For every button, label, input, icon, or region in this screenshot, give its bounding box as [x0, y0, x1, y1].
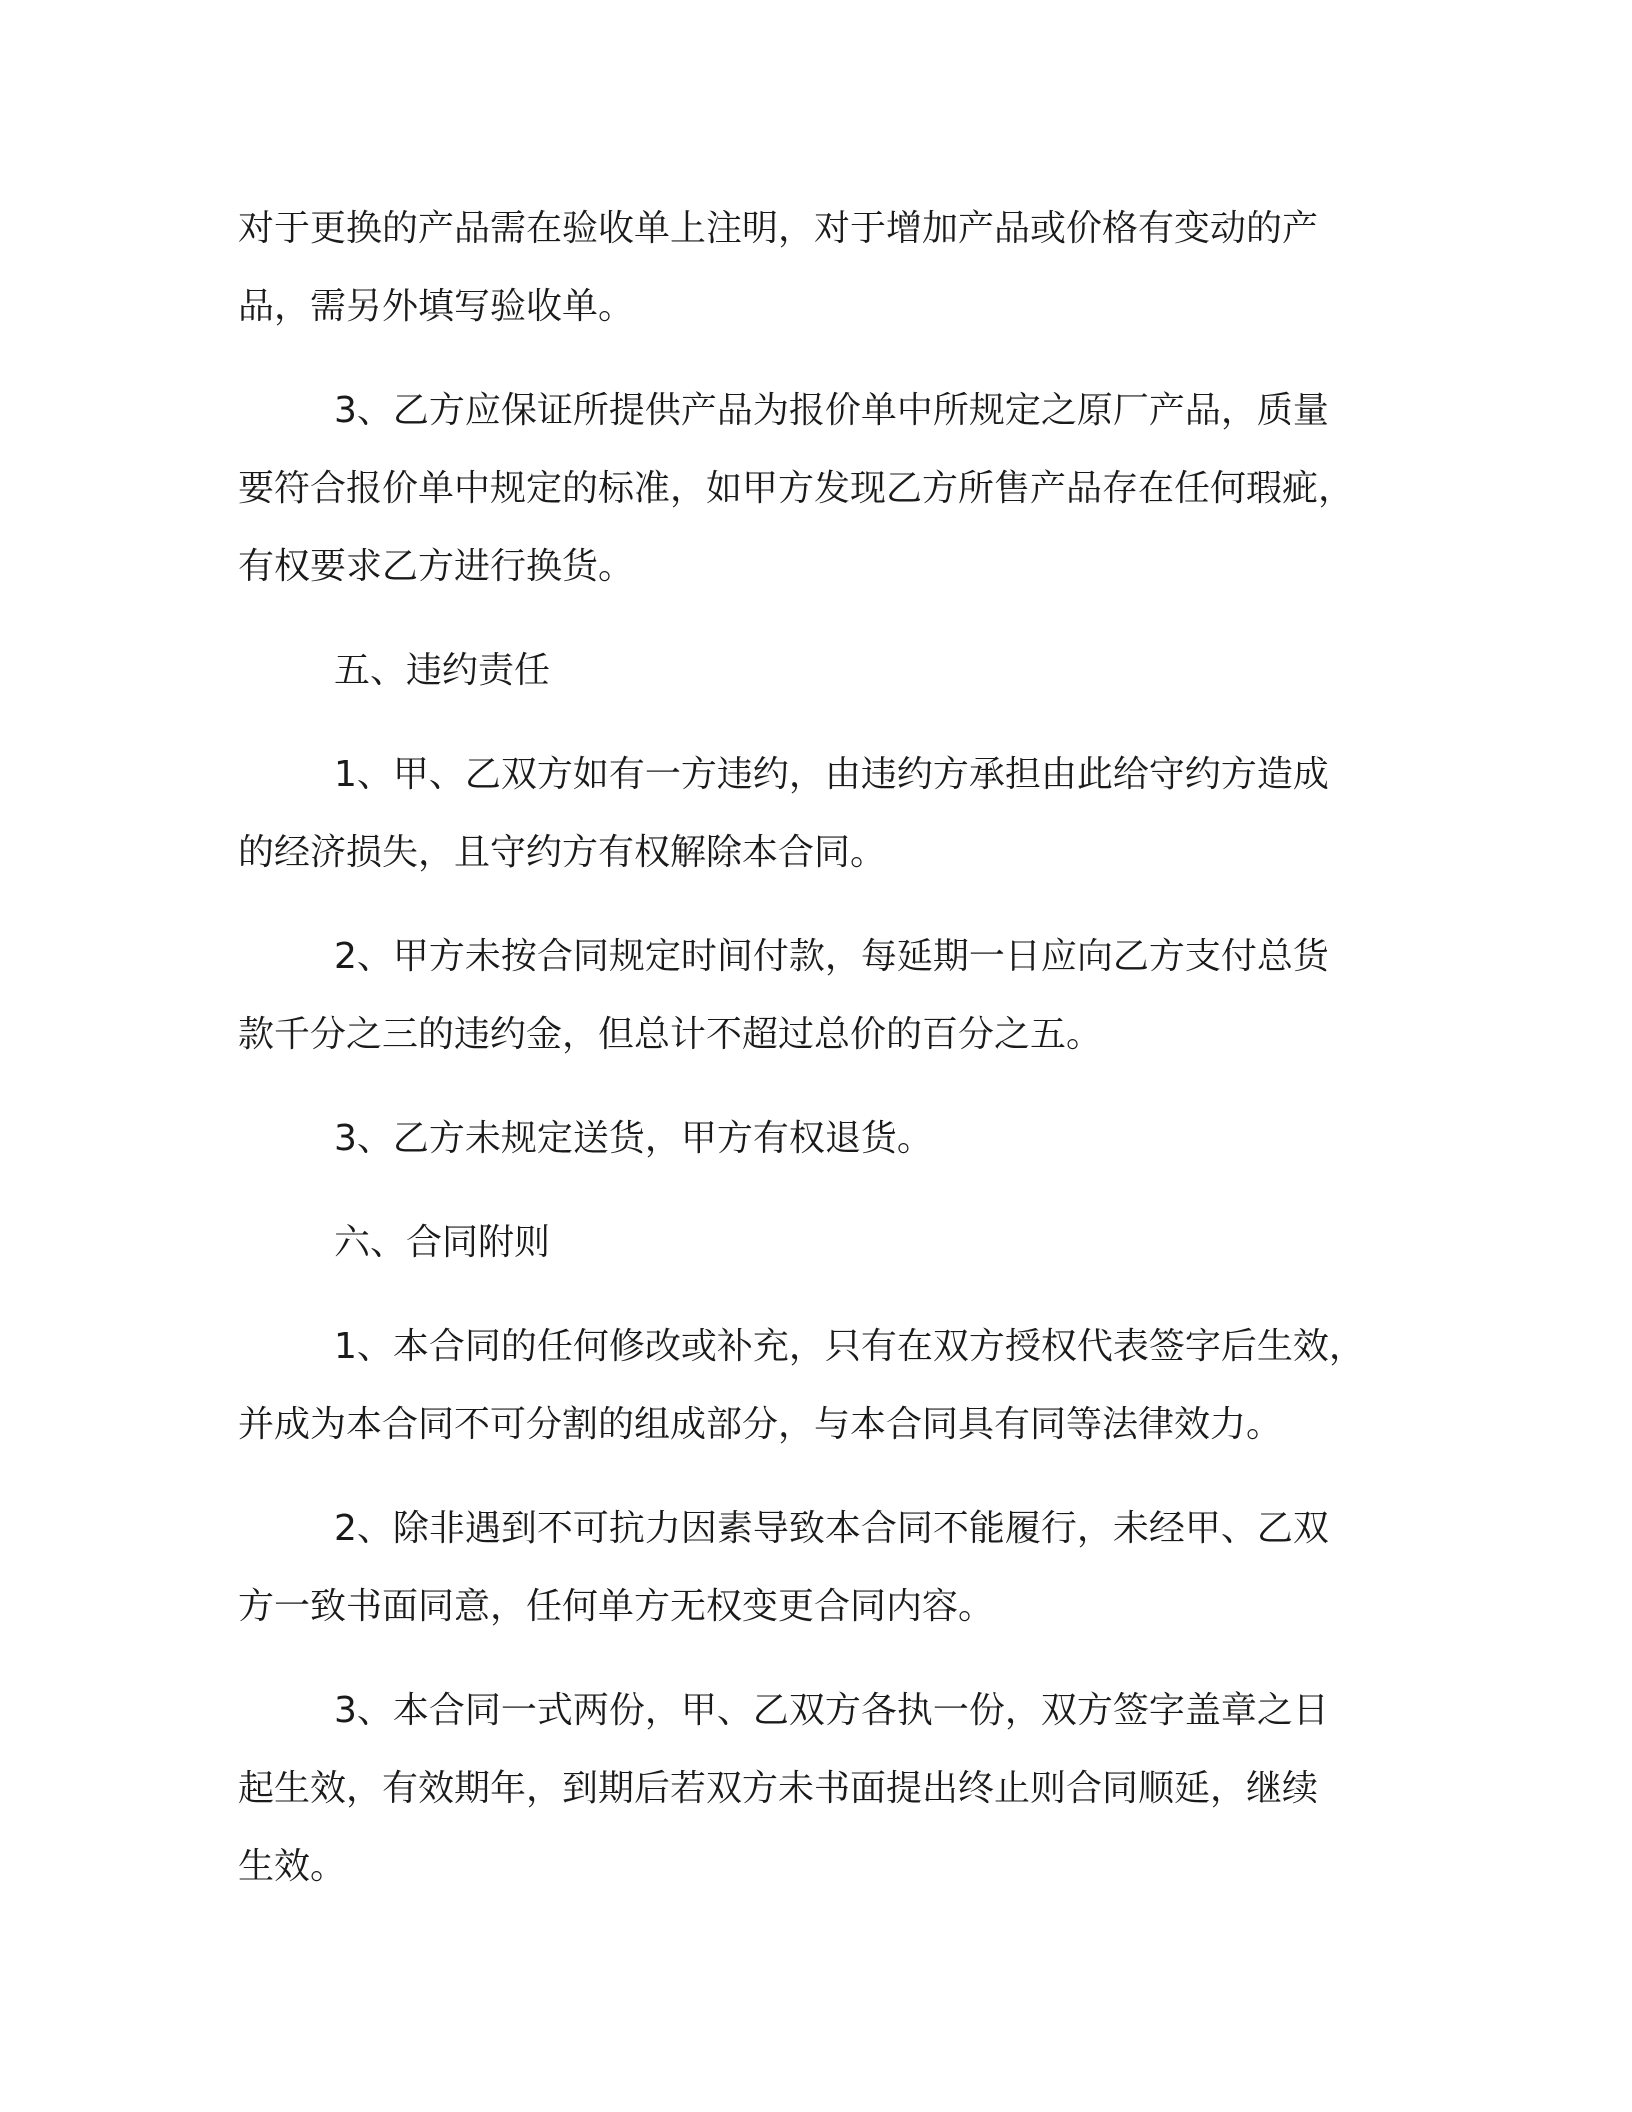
text-line: 3、乙方应保证所提供产品为报价单中所规定之原厂产品，质量	[334, 390, 1329, 431]
text-line: 2、甲方未按合同规定时间付款，每延期一日应向乙方支付总货	[334, 936, 1329, 977]
section-heading: 五、违约责任	[334, 650, 551, 691]
text-line: 对于更换的产品需在验收单上注明，对于增加产品或价格有变动的产	[238, 208, 1319, 249]
paragraph-breach-1	[238, 736, 1408, 892]
paragraph-quality-clause	[238, 372, 1408, 606]
text-line: 2、除非遇到不可抗力因素导致本合同不能履行，未经甲、乙双	[334, 1508, 1329, 1549]
text-line: 品，需另外填写验收单。	[238, 286, 635, 327]
section-heading: 六、合同附则	[334, 1222, 551, 1263]
text-line: 要符合报价单中规定的标准，如甲方发现乙方所售产品存在任何瑕疵，	[238, 468, 1355, 509]
text-line: 生效。	[238, 1846, 347, 1887]
paragraph-appendix-1	[238, 1308, 1408, 1464]
text-line: 1、甲、乙双方如有一方违约，由违约方承担由此给守约方造成	[334, 754, 1329, 795]
paragraph-replacement-note	[238, 190, 1408, 346]
paragraph-breach-3	[238, 1100, 1408, 1178]
paragraph-appendix-3	[238, 1672, 1408, 1906]
text-line: 有权要求乙方进行换货。	[238, 546, 635, 587]
text-line: 起生效，有效期年，到期后若双方未书面提出终止则合同顺延，继续	[238, 1768, 1319, 1809]
section-heading-appendix	[238, 1204, 1408, 1282]
text-line: 款千分之三的违约金，但总计不超过总价的百分之五。	[238, 1014, 1103, 1055]
text-line: 的经济损失，且守约方有权解除本合同。	[238, 832, 887, 873]
text-line: 3、乙方未规定送货，甲方有权退货。	[334, 1118, 933, 1159]
paragraph-appendix-2	[238, 1490, 1408, 1646]
text-line: 并成为本合同不可分割的组成部分，与本合同具有同等法律效力。	[238, 1404, 1283, 1445]
text-line: 1、本合同的任何修改或补充，只有在双方授权代表签字后生效，	[334, 1326, 1365, 1367]
section-heading-breach	[238, 632, 1408, 710]
document-page	[238, 190, 1408, 1932]
text-line: 方一致书面同意，任何单方无权变更合同内容。	[238, 1586, 995, 1627]
paragraph-breach-2	[238, 918, 1408, 1074]
text-line: 3、本合同一式两份，甲、乙双方各执一份，双方签字盖章之日	[334, 1690, 1329, 1731]
